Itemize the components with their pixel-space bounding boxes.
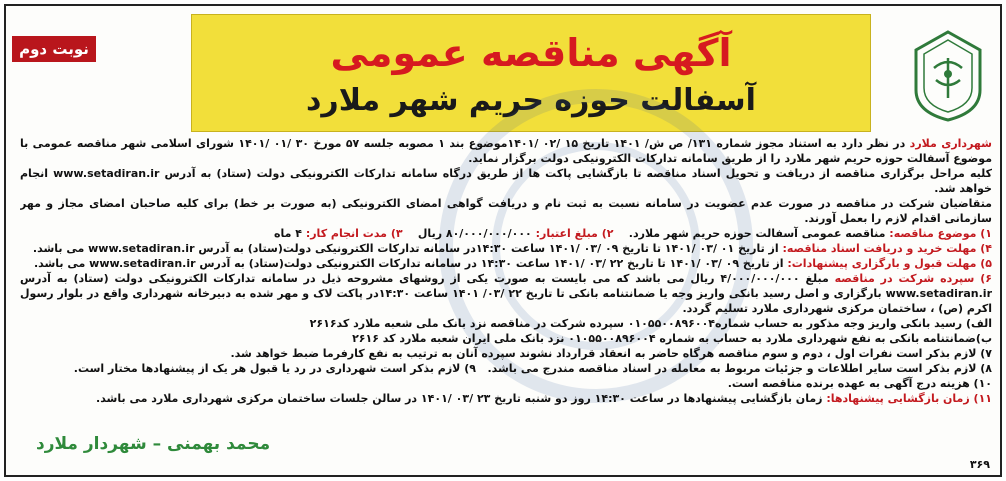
item-6a: الف) رسید بانکی واریز وجه مذکور به حساب شماره۰۱۰۵۵۰۰۸۹۶۰۰۴ سپرده شرکت در مناقصه نزد بانک ملی شعبه ملارد کد۲۶۱۶ xyxy=(309,317,992,330)
page-number: ۳۶۹ xyxy=(969,458,990,471)
notice-subtitle: آسفالت حوزه حریم شهر ملارد xyxy=(306,83,756,118)
notice-header xyxy=(191,14,871,132)
intro-paragraph: شهرداری ملارد در نظر دارد به استناد مجوز شماره ۱۳۱/ ص ش/ ۱۴۰۱ تاریخ ۱۵ /۰۲ /۱۴۰۱موضوع بند ۱ مصوبه جلسه ۵۷ مورخ ۳۰ /۰۱ /۱۴۰۱ شورای اسلامی شهر مناقصه عمومی با موضوع آسفالت حوزه حریم شهر ملارد را از طریق سامانه تدارکات الکترونیکی دولت برگزار نماید. xyxy=(20,137,992,165)
item-1-label: ۱) موضوع مناقصه: xyxy=(889,227,992,240)
item-6b: ب)ضمانتنامه بانکی به نفع شهرداری ملارد به حساب به شماره ۰۱۰۵۵۰۰۸۹۶۰۰۴ نزد بانک ملی ایران شعبه ملارد کد ۲۶۱۶ xyxy=(352,332,992,345)
item-5: ۵) مهلت قبول و بارگزاری پیشنهادات: از تاریخ ۰۹ /۰۳ /۱۴۰۱ تا تاریخ ۲۲ /۰۳ /۱۴۰۱ ساعت ۱۴:۳۰ در سامانه تدارکات الکترونیکی دولت(ستاد) به آدرس www.setadiran.ir می باشد. xyxy=(33,257,992,270)
registration-paragraph: متقاضیان شرکت در مناقصه در صورت عدم عضویت در سامانه نسبت به ثبت نام و دریافت گواهی امضای الکترونیکی (به صورت بر خط) برای کلیه صاحبان امضای مجاز و مهر سازمانی اقدام لازم را بعمل آورند. xyxy=(20,197,992,225)
item-3-label: ۳) مدت انجام کار: xyxy=(305,227,403,240)
municipality-logo-icon xyxy=(910,28,986,124)
notice-frame xyxy=(4,4,1002,477)
item-10: ۱۰) هزینه درج آگهی به عهده برنده مناقصه است. xyxy=(727,377,992,390)
process-paragraph: کلیه مراحل برگزاری مناقصه از دریافت و تحویل اسناد مناقصه تا بازگشایی پاکت ها از طریق درگاه سامانه تدارکات الکترونیکی دولت (ستاد) به آدرس www.setadiran.ir انجام خواهد شد. xyxy=(20,167,992,195)
item-6: ۶) سپرده شرکت در مناقصه مبلغ ۴/۰۰۰/۰۰۰/۰۰۰ ریال می باشد که می بایست به صورت یکی از روشهای مشروحه ذیل در سامانه تدارکات الکترونیکی دولت (ستاد) به آدرس www.setadiran.ir بارگزاری و اصل رسید بانکی واریز وجه یا ضمانتنامه بانکی تا تاریخ ۲۲ /۰۳/ ۱۴۰۱ ساعت ۱۴:۳۰در پاکت لاک و مهر شده به دبیرخانه شهرداری واقع در بلوار رسول اکرم (ص) ، ساختمان مرکزی شهرداری ملارد تسلیم گردد. xyxy=(20,272,992,315)
signature: محمد بهمنی – شهردار ملارد xyxy=(36,434,271,454)
round-badge: نوبت دوم xyxy=(12,36,96,62)
item-2-label: ۲) مبلغ اعتبار: xyxy=(535,227,614,240)
item-11: ۱۱) زمان بازگشایی پیشنهادها: زمان بازگشایی پیشنهادها در ساعت ۱۴:۳۰ روز دو شنبه تاریخ ۲۳ /۰۳ /۱۴۰۱ در سالن جلسات ساختمان مرکزی شهرداری ملارد می باشد. xyxy=(96,392,992,405)
items-1-3: ۱) موضوع مناقصه: مناقصه عمومی آسفالت حوزه حریم شهر ملارد. ۲) مبلغ اعتبار: ۸۰/۰۰۰/۰۰۰/۰۰۰ ریال ۳) مدت انجام کار: ۴ ماه xyxy=(274,227,992,240)
item-4: ۴) مهلت خرید و دریافت اسناد مناقصه: از تاریخ ۰۱ /۰۳ /۱۴۰۱ تا تاریخ ۰۹ /۰۳ /۱۴۰۱ ساعت ۱۴:۳۰در سامانه تدارکات الکترونیکی دولت(ستاد) به آدرس www.setadiran.ir می باشد. xyxy=(32,242,992,255)
notice-title: آگهی مناقصه عمومی xyxy=(330,31,732,75)
item-8-9: ۸) لازم بذکر است سایر اطلاعات و جزئیات مربوط به معامله در اسناد مناقصه مندرج می باشد. ۹) لازم بذکر است شهرداری در رد یا قبول هر یک از پیشنهادها مختار است. xyxy=(73,362,992,375)
item-7: ۷) لازم بذکر است نفرات اول ، دوم و سوم مناقصه هرگاه حاضر به انعقاد قرارداد نشوند سپرده آنان به ترتیب به نفع کارفرما ضبط خواهد شد. xyxy=(230,347,992,360)
notice-body xyxy=(20,136,992,432)
municipality-name: شهرداری ملارد xyxy=(909,137,992,150)
